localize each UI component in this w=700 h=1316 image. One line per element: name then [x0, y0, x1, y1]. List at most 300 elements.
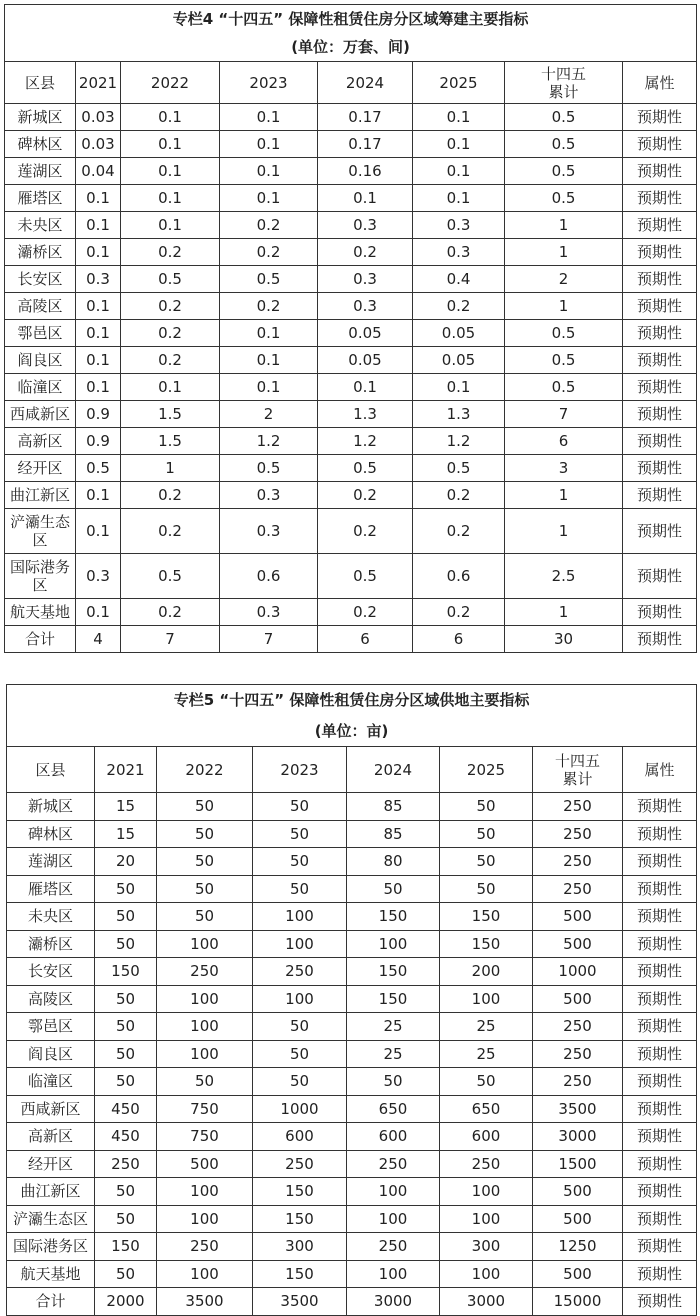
table-row [7, 1013, 697, 1041]
attribute-cell: 预期性 [623, 793, 697, 821]
value-cell: 0.5 [505, 185, 623, 212]
value-cell: 250 [533, 848, 623, 876]
value-cell: 4 [76, 626, 121, 653]
value-cell: 1 [505, 293, 623, 320]
value-cell: 6 [505, 428, 623, 455]
value-cell: 0.1 [318, 374, 413, 401]
value-cell: 50 [157, 1068, 253, 1096]
district-cell: 灞桥区 [7, 930, 95, 958]
attribute-cell: 预期性 [623, 104, 697, 131]
value-cell: 85 [347, 820, 440, 848]
value-cell: 1 [505, 212, 623, 239]
value-cell: 150 [440, 903, 533, 931]
value-cell: 0.03 [76, 131, 121, 158]
value-cell: 3500 [253, 1288, 347, 1316]
value-cell: 250 [95, 1150, 157, 1178]
district-cell: 新城区 [7, 793, 95, 821]
district-cell: 浐灞生态 区 [5, 509, 76, 554]
table-row [7, 1233, 697, 1261]
value-cell: 50 [95, 985, 157, 1013]
column-header: 2024 [318, 62, 413, 104]
table-row [7, 1095, 697, 1123]
value-cell: 3500 [157, 1288, 253, 1316]
value-cell: 0.1 [76, 239, 121, 266]
value-cell: 0.2 [220, 212, 318, 239]
attribute-cell: 预期性 [623, 848, 697, 876]
value-cell: 1 [505, 239, 623, 266]
value-cell: 0.17 [318, 131, 413, 158]
value-cell: 250 [533, 1013, 623, 1041]
value-cell: 300 [440, 1233, 533, 1261]
value-cell: 0.2 [121, 320, 220, 347]
district-cell: 碑林区 [7, 820, 95, 848]
table-row [7, 875, 697, 903]
district-cell: 雁塔区 [7, 875, 95, 903]
value-cell: 0.05 [413, 347, 505, 374]
value-cell: 0.5 [505, 131, 623, 158]
value-cell: 100 [347, 1205, 440, 1233]
value-cell: 0.5 [318, 554, 413, 599]
attribute-cell: 预期性 [623, 158, 697, 185]
value-cell: 0.2 [121, 239, 220, 266]
value-cell: 3000 [347, 1288, 440, 1316]
value-cell: 100 [347, 930, 440, 958]
value-cell: 100 [157, 985, 253, 1013]
value-cell: 50 [95, 1260, 157, 1288]
column-header: 2021 [76, 62, 121, 104]
value-cell: 100 [440, 985, 533, 1013]
value-cell: 250 [533, 820, 623, 848]
table-row [5, 104, 697, 131]
value-cell: 0.1 [76, 293, 121, 320]
value-cell: 0.1 [76, 320, 121, 347]
value-cell: 0.03 [76, 104, 121, 131]
value-cell: 0.1 [220, 347, 318, 374]
value-cell: 7 [505, 401, 623, 428]
table-5 [6, 684, 696, 1316]
value-cell: 50 [440, 875, 533, 903]
value-cell: 300 [253, 1233, 347, 1261]
district-cell: 未央区 [7, 903, 95, 931]
value-cell: 100 [157, 1178, 253, 1206]
district-cell: 莲湖区 [5, 158, 76, 185]
value-cell: 500 [533, 930, 623, 958]
value-cell: 50 [95, 930, 157, 958]
table-row [5, 455, 697, 482]
table-row [7, 1178, 697, 1206]
district-cell: 阎良区 [7, 1040, 95, 1068]
value-cell: 0.2 [220, 293, 318, 320]
value-cell: 50 [95, 1205, 157, 1233]
value-cell: 500 [533, 903, 623, 931]
value-cell: 500 [533, 1178, 623, 1206]
value-cell: 0.3 [318, 212, 413, 239]
value-cell: 1 [505, 509, 623, 554]
value-cell: 50 [157, 793, 253, 821]
value-cell: 150 [253, 1260, 347, 1288]
value-cell: 600 [347, 1123, 440, 1151]
value-cell: 0.1 [220, 158, 318, 185]
value-cell: 450 [95, 1123, 157, 1151]
attribute-cell: 预期性 [623, 1178, 697, 1206]
district-cell: 高新区 [5, 428, 76, 455]
attribute-cell: 预期性 [623, 455, 697, 482]
value-cell: 85 [347, 793, 440, 821]
attribute-cell: 预期性 [623, 1040, 697, 1068]
value-cell: 6 [413, 626, 505, 653]
value-cell: 0.3 [220, 599, 318, 626]
value-cell: 0.3 [76, 554, 121, 599]
value-cell: 0.1 [220, 185, 318, 212]
value-cell: 250 [533, 793, 623, 821]
column-header: 2025 [440, 747, 533, 793]
value-cell: 50 [347, 875, 440, 903]
attribute-cell: 预期性 [623, 482, 697, 509]
district-cell: 高陵区 [5, 293, 76, 320]
value-cell: 0.04 [76, 158, 121, 185]
table-row [5, 428, 697, 455]
attribute-cell: 预期性 [623, 509, 697, 554]
value-cell: 100 [253, 930, 347, 958]
value-cell: 100 [253, 903, 347, 931]
value-cell: 2000 [95, 1288, 157, 1316]
table-row [7, 1260, 697, 1288]
attribute-cell: 预期性 [623, 1123, 697, 1151]
value-cell: 3000 [533, 1123, 623, 1151]
value-cell: 100 [440, 1178, 533, 1206]
table-row [5, 185, 697, 212]
district-cell: 灞桥区 [5, 239, 76, 266]
value-cell: 6 [318, 626, 413, 653]
value-cell: 1 [505, 599, 623, 626]
attribute-cell: 预期性 [623, 1068, 697, 1096]
attribute-cell: 预期性 [623, 930, 697, 958]
value-cell: 0.3 [413, 212, 505, 239]
attribute-cell: 预期性 [623, 1095, 697, 1123]
value-cell: 0.17 [318, 104, 413, 131]
attribute-cell: 预期性 [623, 820, 697, 848]
column-header: 2021 [95, 747, 157, 793]
table-row [5, 554, 697, 599]
table-row [7, 930, 697, 958]
district-cell: 浐灞生态区 [7, 1205, 95, 1233]
value-cell: 250 [533, 1040, 623, 1068]
value-cell: 0.5 [76, 455, 121, 482]
value-cell: 650 [440, 1095, 533, 1123]
district-cell: 合计 [7, 1288, 95, 1316]
attribute-cell: 预期性 [623, 599, 697, 626]
district-cell: 阎良区 [5, 347, 76, 374]
value-cell: 250 [157, 1233, 253, 1261]
value-cell: 0.1 [76, 347, 121, 374]
column-header: 属性 [623, 62, 697, 104]
attribute-cell: 预期性 [623, 266, 697, 293]
table-4-grid [4, 4, 697, 653]
value-cell: 3 [505, 455, 623, 482]
value-cell: 50 [95, 1178, 157, 1206]
column-header: 2025 [413, 62, 505, 104]
value-cell: 50 [253, 1040, 347, 1068]
district-cell: 临潼区 [5, 374, 76, 401]
value-cell: 0.1 [76, 212, 121, 239]
column-header: 区县 [7, 747, 95, 793]
value-cell: 0.1 [220, 374, 318, 401]
attribute-cell: 预期性 [623, 554, 697, 599]
value-cell: 0.2 [413, 293, 505, 320]
value-cell: 50 [347, 1068, 440, 1096]
value-cell: 100 [157, 930, 253, 958]
value-cell: 600 [440, 1123, 533, 1151]
value-cell: 0.1 [413, 185, 505, 212]
table-row [5, 320, 697, 347]
value-cell: 50 [95, 1068, 157, 1096]
value-cell: 200 [440, 958, 533, 986]
column-header: 属性 [623, 747, 697, 793]
value-cell: 0.05 [318, 347, 413, 374]
attribute-cell: 预期性 [623, 428, 697, 455]
table-row [7, 1150, 697, 1178]
attribute-cell: 预期性 [623, 1150, 697, 1178]
value-cell: 0.1 [413, 131, 505, 158]
value-cell: 0.2 [318, 482, 413, 509]
district-cell: 鄠邑区 [7, 1013, 95, 1041]
value-cell: 150 [347, 985, 440, 1013]
attribute-cell: 预期性 [623, 903, 697, 931]
value-cell: 0.5 [505, 158, 623, 185]
value-cell: 650 [347, 1095, 440, 1123]
table-row [5, 374, 697, 401]
value-cell: 100 [440, 1205, 533, 1233]
value-cell: 1.2 [318, 428, 413, 455]
table-row [7, 848, 697, 876]
value-cell: 7 [121, 626, 220, 653]
value-cell: 50 [95, 875, 157, 903]
value-cell: 250 [157, 958, 253, 986]
value-cell: 25 [347, 1013, 440, 1041]
table-5-title: 专栏5 “十四五” 保障性租赁住房分区域供地主要指标 [7, 685, 697, 716]
value-cell: 0.1 [121, 374, 220, 401]
attribute-cell: 预期性 [623, 293, 697, 320]
table-row [7, 1288, 697, 1316]
value-cell: 150 [347, 958, 440, 986]
value-cell: 50 [95, 1040, 157, 1068]
value-cell: 0.3 [318, 293, 413, 320]
value-cell: 1.2 [220, 428, 318, 455]
value-cell: 0.1 [220, 104, 318, 131]
column-header: 2022 [157, 747, 253, 793]
value-cell: 0.2 [121, 509, 220, 554]
district-cell: 曲江新区 [5, 482, 76, 509]
table-row [5, 266, 697, 293]
column-header: 2023 [220, 62, 318, 104]
value-cell: 50 [253, 875, 347, 903]
value-cell: 1.3 [413, 401, 505, 428]
value-cell: 1000 [253, 1095, 347, 1123]
value-cell: 0.3 [220, 509, 318, 554]
value-cell: 25 [440, 1013, 533, 1041]
value-cell: 500 [533, 1260, 623, 1288]
attribute-cell: 预期性 [623, 374, 697, 401]
value-cell: 250 [533, 875, 623, 903]
value-cell: 50 [253, 1068, 347, 1096]
value-cell: 1.5 [121, 428, 220, 455]
value-cell: 50 [253, 793, 347, 821]
value-cell: 2 [505, 266, 623, 293]
value-cell: 100 [347, 1178, 440, 1206]
attribute-cell: 预期性 [623, 185, 697, 212]
table-4 [4, 4, 696, 653]
attribute-cell: 预期性 [623, 958, 697, 986]
attribute-cell: 预期性 [623, 1013, 697, 1041]
value-cell: 0.5 [121, 266, 220, 293]
value-cell: 0.2 [318, 599, 413, 626]
attribute-cell: 预期性 [623, 131, 697, 158]
attribute-cell: 预期性 [623, 875, 697, 903]
value-cell: 0.6 [413, 554, 505, 599]
district-cell: 合计 [5, 626, 76, 653]
attribute-cell: 预期性 [623, 347, 697, 374]
district-cell: 高陵区 [7, 985, 95, 1013]
district-cell: 未央区 [5, 212, 76, 239]
district-cell: 曲江新区 [7, 1178, 95, 1206]
district-cell: 经开区 [5, 455, 76, 482]
value-cell: 50 [157, 848, 253, 876]
table-row [7, 1040, 697, 1068]
value-cell: 7 [220, 626, 318, 653]
table-row [7, 820, 697, 848]
value-cell: 750 [157, 1095, 253, 1123]
value-cell: 25 [440, 1040, 533, 1068]
district-cell: 碑林区 [5, 131, 76, 158]
value-cell: 50 [157, 820, 253, 848]
value-cell: 50 [440, 1068, 533, 1096]
value-cell: 250 [253, 1150, 347, 1178]
value-cell: 50 [440, 793, 533, 821]
column-header: 十四五 累计 [505, 62, 623, 104]
value-cell: 50 [253, 820, 347, 848]
attribute-cell: 预期性 [623, 1205, 697, 1233]
value-cell: 2 [220, 401, 318, 428]
value-cell: 0.5 [505, 347, 623, 374]
district-cell: 雁塔区 [5, 185, 76, 212]
district-cell: 长安区 [7, 958, 95, 986]
table-row [5, 509, 697, 554]
value-cell: 0.5 [505, 104, 623, 131]
column-header: 2022 [121, 62, 220, 104]
column-header: 2024 [347, 747, 440, 793]
value-cell: 50 [157, 903, 253, 931]
value-cell: 20 [95, 848, 157, 876]
district-cell: 高新区 [7, 1123, 95, 1151]
district-cell: 临潼区 [7, 1068, 95, 1096]
value-cell: 0.05 [413, 320, 505, 347]
value-cell: 15 [95, 793, 157, 821]
value-cell: 750 [157, 1123, 253, 1151]
district-cell: 西咸新区 [7, 1095, 95, 1123]
value-cell: 150 [95, 1233, 157, 1261]
district-cell: 航天基地 [7, 1260, 95, 1288]
value-cell: 0.4 [413, 266, 505, 293]
value-cell: 0.2 [121, 347, 220, 374]
table-row [5, 401, 697, 428]
value-cell: 0.1 [121, 131, 220, 158]
attribute-cell: 预期性 [623, 1233, 697, 1261]
value-cell: 0.1 [76, 509, 121, 554]
value-cell: 0.1 [220, 320, 318, 347]
value-cell: 0.1 [76, 185, 121, 212]
value-cell: 50 [95, 1013, 157, 1041]
table-5-grid [6, 684, 697, 1316]
table-row [5, 158, 697, 185]
district-cell: 国际港务区 [7, 1233, 95, 1261]
value-cell: 0.5 [413, 455, 505, 482]
attribute-cell: 预期性 [623, 239, 697, 266]
value-cell: 0.1 [121, 158, 220, 185]
attribute-cell: 预期性 [623, 1260, 697, 1288]
value-cell: 25 [347, 1040, 440, 1068]
value-cell: 0.5 [505, 374, 623, 401]
attribute-cell: 预期性 [623, 1288, 697, 1316]
value-cell: 100 [157, 1040, 253, 1068]
value-cell: 50 [157, 875, 253, 903]
table-row [7, 1205, 697, 1233]
value-cell: 100 [440, 1260, 533, 1288]
value-cell: 50 [95, 903, 157, 931]
table-4-title: 专栏4 “十四五” 保障性租赁住房分区域筹建主要指标 [5, 5, 697, 34]
table-row [5, 131, 697, 158]
value-cell: 0.3 [76, 266, 121, 293]
value-cell: 0.5 [220, 455, 318, 482]
district-cell: 航天基地 [5, 599, 76, 626]
table-row [5, 239, 697, 266]
table-row [7, 1068, 697, 1096]
table5-header-row [7, 747, 697, 793]
value-cell: 0.2 [413, 509, 505, 554]
value-cell: 1.2 [413, 428, 505, 455]
value-cell: 0.1 [76, 374, 121, 401]
value-cell: 2.5 [505, 554, 623, 599]
value-cell: 500 [157, 1150, 253, 1178]
district-cell: 鄠邑区 [5, 320, 76, 347]
attribute-cell: 预期性 [623, 401, 697, 428]
value-cell: 0.5 [505, 320, 623, 347]
district-cell: 莲湖区 [7, 848, 95, 876]
table-row [5, 293, 697, 320]
value-cell: 150 [347, 903, 440, 931]
attribute-cell: 预期性 [623, 626, 697, 653]
value-cell: 100 [157, 1260, 253, 1288]
value-cell: 100 [157, 1013, 253, 1041]
value-cell: 100 [347, 1260, 440, 1288]
value-cell: 0.2 [121, 293, 220, 320]
table-4-unit: (单位：万套、间) [5, 34, 697, 62]
value-cell: 3000 [440, 1288, 533, 1316]
attribute-cell: 预期性 [623, 320, 697, 347]
value-cell: 0.16 [318, 158, 413, 185]
value-cell: 150 [253, 1205, 347, 1233]
value-cell: 80 [347, 848, 440, 876]
value-cell: 0.5 [121, 554, 220, 599]
value-cell: 15 [95, 820, 157, 848]
column-header: 区县 [5, 62, 76, 104]
value-cell: 0.1 [76, 482, 121, 509]
value-cell: 1.3 [318, 401, 413, 428]
table-row [7, 985, 697, 1013]
value-cell: 250 [440, 1150, 533, 1178]
value-cell: 150 [440, 930, 533, 958]
value-cell: 150 [253, 1178, 347, 1206]
value-cell: 1000 [533, 958, 623, 986]
